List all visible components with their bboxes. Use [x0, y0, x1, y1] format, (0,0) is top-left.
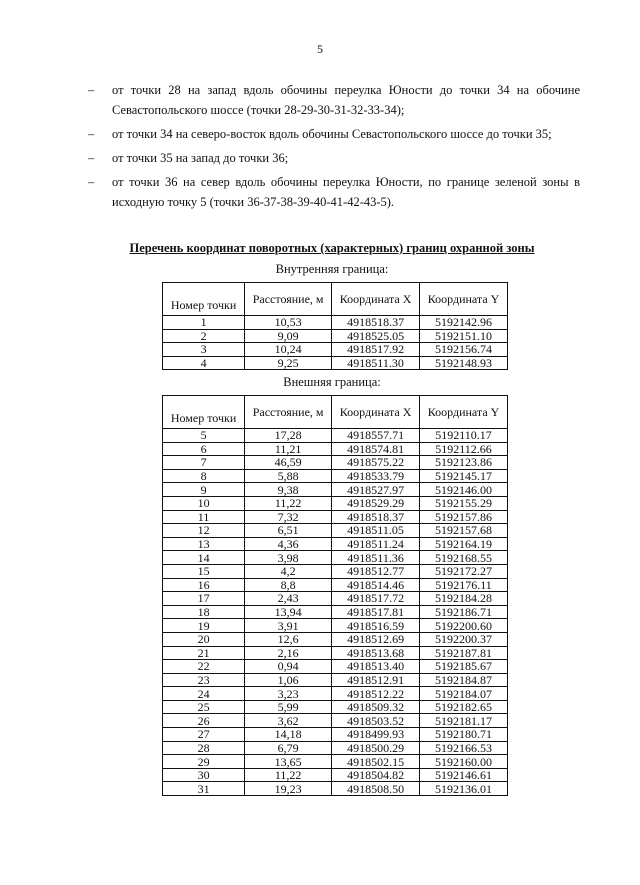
- table-row: [163, 700, 508, 714]
- cell-coord-y: 5192184.87: [420, 673, 508, 687]
- cell-distance: 11,21: [245, 442, 332, 456]
- cell-point: 14: [163, 551, 245, 565]
- cell-coord-y: 5192181.17: [420, 714, 508, 728]
- header-coord-x: Координата X: [332, 396, 420, 429]
- cell-coord-x: 4918575.22: [332, 456, 420, 470]
- cell-point: 2: [163, 329, 245, 343]
- cell-coord-y: 5192160.00: [420, 755, 508, 769]
- cell-coord-y: 5192145.17: [420, 469, 508, 483]
- table-row: [163, 329, 508, 343]
- table-row: [163, 592, 508, 606]
- table-row: [163, 768, 508, 782]
- cell-coord-x: 4918533.79: [332, 469, 420, 483]
- cell-coord-x: 4918517.81: [332, 605, 420, 619]
- cell-point: 17: [163, 592, 245, 606]
- table-row: [163, 483, 508, 497]
- cell-point: 30: [163, 768, 245, 782]
- cell-distance: 5,88: [245, 469, 332, 483]
- cell-coord-y: 5192136.01: [420, 782, 508, 796]
- cell-coord-x: 4918504.82: [332, 768, 420, 782]
- cell-coord-x: 4918508.50: [332, 782, 420, 796]
- cell-point: 24: [163, 687, 245, 701]
- cell-coord-y: 5192168.55: [420, 551, 508, 565]
- boundary-description-list: [88, 80, 580, 216]
- list-item-text: от точки 36 на север вдоль обочины переулка Юности, по границе зеленой зоны в исходную точку 5 (точки 36-37-38-39-40-41-42-43-5).: [112, 175, 580, 209]
- cell-coord-y: 5192157.68: [420, 524, 508, 538]
- table-row: [163, 632, 508, 646]
- cell-point: 28: [163, 741, 245, 755]
- cell-coord-y: 5192157.86: [420, 510, 508, 524]
- cell-distance: 19,23: [245, 782, 332, 796]
- list-dash: –: [88, 175, 95, 189]
- cell-point: 29: [163, 755, 245, 769]
- cell-coord-y: 5192112.66: [420, 442, 508, 456]
- cell-coord-y: 5192182.65: [420, 700, 508, 714]
- cell-coord-x: 4918500.29: [332, 741, 420, 755]
- cell-coord-y: 5192187.81: [420, 646, 508, 660]
- list-dash: –: [88, 83, 95, 97]
- cell-coord-x: 4918511.36: [332, 551, 420, 565]
- list-dash: –: [88, 151, 95, 165]
- table-header-row: [163, 396, 508, 429]
- cell-coord-x: 4918527.97: [332, 483, 420, 497]
- cell-distance: 1,06: [245, 673, 332, 687]
- section-title: Перечень координат поворотных (характерных) границ охранной зоны: [129, 241, 535, 255]
- inner-table-body: [163, 316, 508, 370]
- cell-distance: 0,94: [245, 660, 332, 674]
- cell-point: 13: [163, 537, 245, 551]
- cell-coord-x: 4918525.05: [332, 329, 420, 343]
- cell-distance: 7,32: [245, 510, 332, 524]
- cell-coord-y: 5192184.28: [420, 592, 508, 606]
- table-row: [163, 619, 508, 633]
- cell-coord-x: 4918513.68: [332, 646, 420, 660]
- header-point: Номер точки: [163, 283, 245, 316]
- cell-coord-x: 4918509.32: [332, 700, 420, 714]
- list-item: [88, 124, 580, 144]
- table-row: [163, 510, 508, 524]
- cell-coord-x: 4918529.29: [332, 496, 420, 510]
- outer-table-body: [163, 429, 508, 796]
- cell-coord-x: 4918512.91: [332, 673, 420, 687]
- cell-distance: 6,79: [245, 741, 332, 755]
- cell-distance: 13,65: [245, 755, 332, 769]
- table-row: [163, 564, 508, 578]
- cell-coord-y: 5192151.10: [420, 329, 508, 343]
- cell-coord-y: 5192148.93: [420, 356, 508, 370]
- header-point: Номер точки: [163, 396, 245, 429]
- cell-coord-y: 5192166.53: [420, 741, 508, 755]
- table-row: [163, 343, 508, 357]
- table-row: [163, 755, 508, 769]
- table-row: [163, 537, 508, 551]
- cell-point: 19: [163, 619, 245, 633]
- cell-distance: 9,09: [245, 329, 332, 343]
- table-row: [163, 714, 508, 728]
- cell-coord-y: 5192200.60: [420, 619, 508, 633]
- table-row: [163, 728, 508, 742]
- cell-point: 18: [163, 605, 245, 619]
- cell-distance: 13,94: [245, 605, 332, 619]
- cell-point: 1: [163, 316, 245, 330]
- table-row: [163, 551, 508, 565]
- header-distance: Расстояние, м: [245, 283, 332, 316]
- outer-boundary-table: [162, 395, 508, 796]
- cell-coord-y: 5192142.96: [420, 316, 508, 330]
- cell-distance: 2,16: [245, 646, 332, 660]
- table-row: [163, 456, 508, 470]
- cell-coord-y: 5192155.29: [420, 496, 508, 510]
- table-row: [163, 469, 508, 483]
- list-item: [88, 80, 580, 120]
- cell-point: 7: [163, 456, 245, 470]
- cell-coord-x: 4918512.77: [332, 564, 420, 578]
- cell-coord-y: 5192110.17: [420, 429, 508, 443]
- cell-distance: 4,2: [245, 564, 332, 578]
- cell-distance: 3,91: [245, 619, 332, 633]
- cell-coord-y: 5192156.74: [420, 343, 508, 357]
- table-row: [163, 687, 508, 701]
- header-coord-y: Координата Y: [420, 283, 508, 316]
- cell-point: 15: [163, 564, 245, 578]
- cell-coord-x: 4918518.37: [332, 316, 420, 330]
- cell-coord-x: 4918511.05: [332, 524, 420, 538]
- cell-coord-x: 4918511.24: [332, 537, 420, 551]
- cell-coord-y: 5192184.07: [420, 687, 508, 701]
- cell-distance: 10,24: [245, 343, 332, 357]
- table-row: [163, 782, 508, 796]
- cell-coord-y: 5192164.19: [420, 537, 508, 551]
- cell-distance: 11,22: [245, 496, 332, 510]
- cell-coord-y: 5192200.37: [420, 632, 508, 646]
- cell-distance: 4,36: [245, 537, 332, 551]
- cell-coord-y: 5192172.27: [420, 564, 508, 578]
- cell-distance: 5,99: [245, 700, 332, 714]
- cell-coord-y: 5192123.86: [420, 456, 508, 470]
- cell-point: 3: [163, 343, 245, 357]
- outer-boundary-label: Внешняя граница:: [283, 375, 381, 389]
- page-number: 5: [317, 42, 323, 56]
- cell-distance: 3,23: [245, 687, 332, 701]
- cell-coord-y: 5192146.61: [420, 768, 508, 782]
- cell-point: 26: [163, 714, 245, 728]
- table-row: [163, 442, 508, 456]
- cell-point: 16: [163, 578, 245, 592]
- table-row: [163, 429, 508, 443]
- cell-coord-y: 5192176.11: [420, 578, 508, 592]
- cell-coord-y: 5192180.71: [420, 728, 508, 742]
- table-row: [163, 356, 508, 370]
- cell-coord-x: 4918518.37: [332, 510, 420, 524]
- cell-coord-x: 4918557.71: [332, 429, 420, 443]
- cell-coord-x: 4918514.46: [332, 578, 420, 592]
- cell-point: 6: [163, 442, 245, 456]
- table-row: [163, 578, 508, 592]
- table-header-row: [163, 283, 508, 316]
- cell-point: 27: [163, 728, 245, 742]
- list-item-text: от точки 34 на северо-восток вдоль обочины Севастопольского шоссе до точки 35;: [112, 127, 552, 141]
- cell-distance: 3,62: [245, 714, 332, 728]
- cell-coord-y: 5192185.67: [420, 660, 508, 674]
- inner-boundary-table: [162, 282, 508, 370]
- cell-point: 8: [163, 469, 245, 483]
- cell-distance: 9,38: [245, 483, 332, 497]
- cell-point: 31: [163, 782, 245, 796]
- cell-point: 22: [163, 660, 245, 674]
- cell-coord-x: 4918516.59: [332, 619, 420, 633]
- cell-distance: 12,6: [245, 632, 332, 646]
- cell-point: 11: [163, 510, 245, 524]
- cell-distance: 46,59: [245, 456, 332, 470]
- table-row: [163, 605, 508, 619]
- cell-distance: 3,98: [245, 551, 332, 565]
- list-item-text: от точки 35 на запад до точки 36;: [112, 151, 289, 165]
- cell-coord-x: 4918512.69: [332, 632, 420, 646]
- cell-point: 21: [163, 646, 245, 660]
- list-item: [88, 172, 580, 212]
- cell-point: 12: [163, 524, 245, 538]
- header-coord-x: Координата X: [332, 283, 420, 316]
- cell-distance: 6,51: [245, 524, 332, 538]
- cell-coord-x: 4918513.40: [332, 660, 420, 674]
- table-row: [163, 741, 508, 755]
- table-row: [163, 496, 508, 510]
- table-row: [163, 524, 508, 538]
- cell-distance: 2,43: [245, 592, 332, 606]
- cell-point: 5: [163, 429, 245, 443]
- cell-coord-x: 4918512.22: [332, 687, 420, 701]
- cell-coord-x: 4918517.92: [332, 343, 420, 357]
- cell-coord-y: 5192186.71: [420, 605, 508, 619]
- cell-point: 10: [163, 496, 245, 510]
- cell-coord-x: 4918517.72: [332, 592, 420, 606]
- table-row: [163, 316, 508, 330]
- table-row: [163, 673, 508, 687]
- list-dash: –: [88, 127, 95, 141]
- table-row: [163, 646, 508, 660]
- cell-distance: 8,8: [245, 578, 332, 592]
- cell-coord-x: 4918499.93: [332, 728, 420, 742]
- inner-boundary-label: Внутренняя граница:: [275, 262, 389, 276]
- cell-distance: 11,22: [245, 768, 332, 782]
- cell-point: 20: [163, 632, 245, 646]
- cell-coord-y: 5192146.00: [420, 483, 508, 497]
- cell-distance: 14,18: [245, 728, 332, 742]
- cell-coord-x: 4918511.30: [332, 356, 420, 370]
- list-item: [88, 148, 580, 168]
- cell-coord-x: 4918574.81: [332, 442, 420, 456]
- cell-point: 4: [163, 356, 245, 370]
- cell-distance: 10,53: [245, 316, 332, 330]
- list-item-text: от точки 28 на запад вдоль обочины переулка Юности до точки 34 на обочине Севастопольского шоссе (точки 28-29-30-31-32-33-34);: [112, 83, 580, 117]
- cell-point: 25: [163, 700, 245, 714]
- cell-point: 9: [163, 483, 245, 497]
- header-distance: Расстояние, м: [245, 396, 332, 429]
- header-coord-y: Координата Y: [420, 396, 508, 429]
- cell-distance: 9,25: [245, 356, 332, 370]
- cell-coord-x: 4918502.15: [332, 755, 420, 769]
- cell-point: 23: [163, 673, 245, 687]
- cell-coord-x: 4918503.52: [332, 714, 420, 728]
- table-row: [163, 660, 508, 674]
- cell-distance: 17,28: [245, 429, 332, 443]
